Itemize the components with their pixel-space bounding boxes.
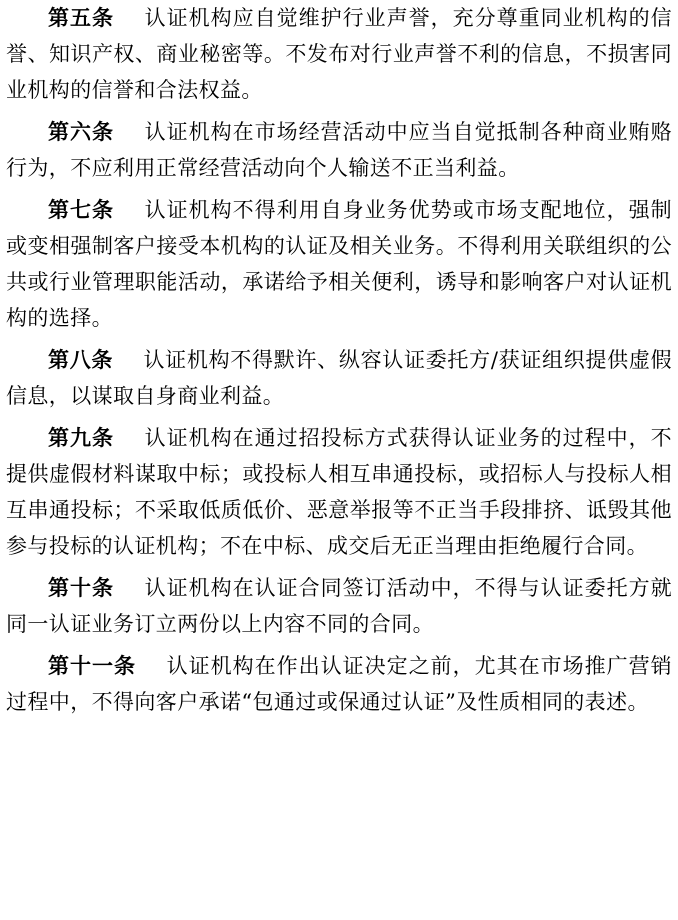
- article-text: 认证机构在认证合同签订活动中，不得与认证委托方就同一认证业务订立两份以上内容不同的合同。: [6, 576, 672, 636]
- article-number: 第六条: [48, 120, 114, 144]
- article-number: 第八条: [48, 348, 114, 372]
- article-text: 认证机构在作出认证决定之前，尤其在市场推广营销过程中，不得向客户承诺“包通过或保通过认证”及性质相同的表述。: [6, 654, 672, 714]
- article-text: 认证机构不得默许、纵容认证委托方/获证组织提供虚假信息，以谋取自身商业利益。: [6, 348, 672, 408]
- article-text: 认证机构在市场经营活动中应当自觉抵制各种商业贿赂行为，不应利用正常经营活动向个人输送不正当利益。: [6, 120, 672, 180]
- article-text: 认证机构在通过招投标方式获得认证业务的过程中，不提供虚假材料谋取中标；或投标人相互串通投标，或招标人与投标人相互串通投标；不采取低质低价、恶意举报等不正当手段排挤、诋毁其他参与投标的认证机构；不在中标、成交后无正当理由拒绝履行合同。: [6, 426, 672, 558]
- article-5: [6, 0, 672, 108]
- article-6: [6, 114, 672, 186]
- article-number: 第十一条: [48, 654, 136, 678]
- article-text: 认证机构不得利用自身业务优势或市场支配地位，强制或变相强制客户接受本机构的认证及相关业务。不得利用关联组织的公共或行业管理职能活动，承诺给予相关便利，诱导和影响客户对认证机构的选择。: [6, 198, 672, 330]
- article-number: 第十条: [48, 576, 114, 600]
- article-number: 第九条: [48, 426, 114, 450]
- article-10: [6, 570, 672, 642]
- article-11: [6, 648, 672, 720]
- article-text: 认证机构应自觉维护行业声誉，充分尊重同业机构的信誉、知识产权、商业秘密等。不发布对行业声誉不利的信息，不损害同业机构的信誉和合法权益。: [6, 6, 672, 102]
- article-7: [6, 192, 672, 336]
- article-8: [6, 342, 672, 414]
- article-number: 第五条: [48, 6, 114, 30]
- article-number: 第七条: [48, 198, 114, 222]
- article-9: [6, 420, 672, 564]
